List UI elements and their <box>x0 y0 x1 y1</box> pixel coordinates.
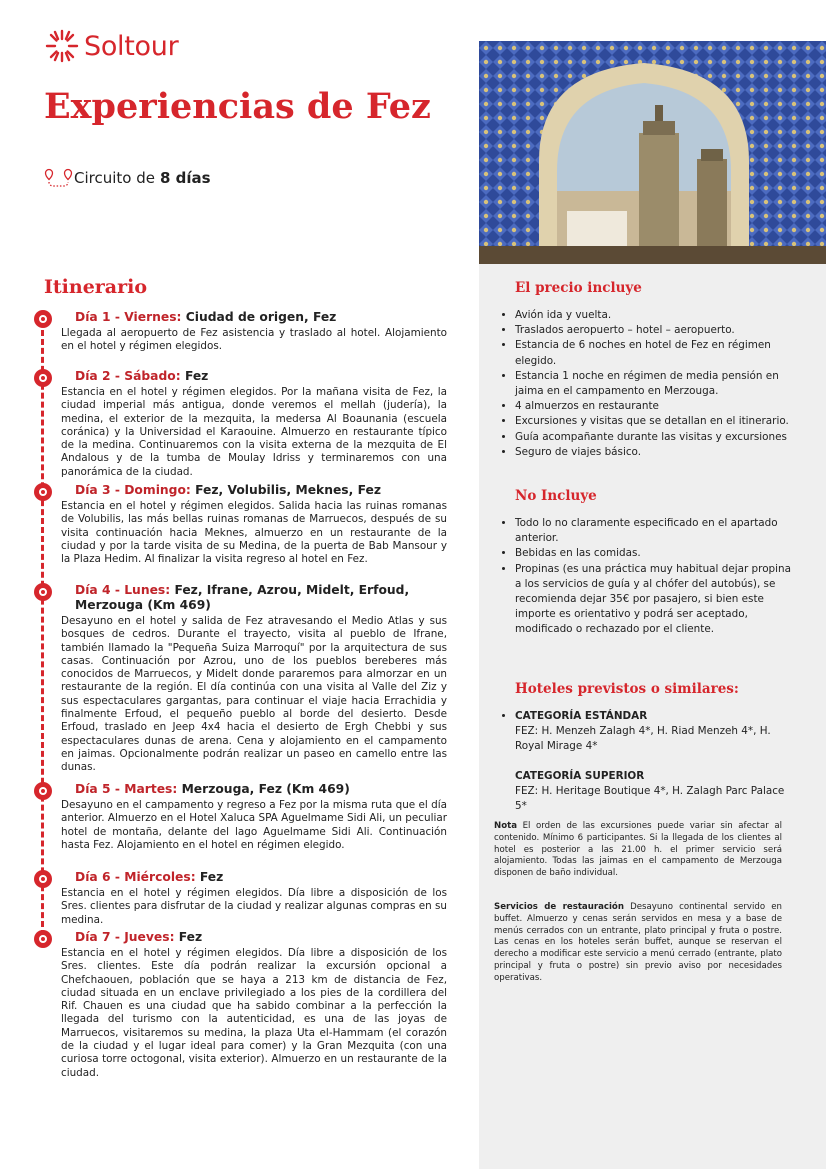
hotel-category-name: • CATEGORÍA ESTÁNDAR <box>515 710 648 722</box>
services-paragraph: Servicios de restauración Desayuno continental servido en buffet. Almuerzo y cenas serán servidos en mesa y a base de menús cerrados con un entrante, plato principal y fruta o postre. Las cenas en los hoteles serán buffet, aunque se reservan el derecho a modificar este servicio a menú cerrado (entrante, plato principal y fruta o postre) sin previo aviso por necesidades operativas. <box>494 902 782 983</box>
day-description: Desayuno en el hotel y salida de Fez atravesando el Medio Atlas y sus bosques de cedros. Durante el trayecto, visita al pueblo de Ifrane, también llamado la "Pequeña Suiza Marroquí" por la arquitectura de sus casas. Continuación por Azrou, uno de los pueblos bereberes más conocidos de Marruecos, y Midelt donde pararemos para almorzar en un restaurante de la región. El día continúa con una visita al Valle del Ziz y sus espectaculares gargantas, para continuar el viaje hacia Errachidia y finalmente Erfoud, el pequeño pueblo al borde del desierto. Desde Erfoud, traslado en Jeep 4x4 hacia el desierto de Ergh Chebbi y sus espectaculares dunas de arena. Cena y alojamiento en el campamento en jaimas. Opcionalmente podrán realizar un paseo en camello entre las dunas. <box>61 615 447 774</box>
brand-name: Soltour <box>84 30 179 62</box>
itinerary-heading: Itinerario <box>44 276 148 298</box>
day-title: Día 6 - Miércoles: Fez <box>75 870 224 884</box>
day-title: Día 7 - Jueves: Fez <box>75 930 203 944</box>
fez-gate-photo <box>479 41 826 264</box>
day-title: Día 3 - Domingo: Fez, Volubilis, Meknes, Fez <box>75 483 381 497</box>
list-item: • Propinas (es una práctica muy habitual dejar propina a los servicios de guía y al chófer del autobús), se recomienda dejar 35€ por pasajero, si bien este importe es orientativo y podrá ser aceptado, modificado o rechazado por el cliente. <box>515 562 797 638</box>
day-description: Desayuno en el campamento y regreso a Fez por la misma ruta que el día anterior. Almuerzo en el Hotel Xaluca SPA Aguelmame Sidi Ali, un peculiar hotel de montaña, delante del lago Aguelmame Sidi Ali. Continuación hasta Fez. Alojamiento en el hotel en régimen elegido. <box>61 799 447 851</box>
itinerary-day <box>34 583 447 775</box>
itinerary-day <box>34 483 447 566</box>
hotels-list <box>499 709 797 814</box>
list-item: • Estancia de 6 noches en hotel de Fez en régimen elegido. <box>515 338 797 368</box>
day-title: Día 1 - Viernes: Ciudad de origen, Fez <box>75 310 337 324</box>
hotels-heading: Hoteles previstos o similares: <box>515 681 739 697</box>
location-marker-icon <box>34 369 52 387</box>
day-description: Estancia en el hotel y régimen elegidos. Día libre a disposición de los Sres. clientes. Este día podrán realizar la excursión opcional a Chefchaouen, población que se haya a 213 km de distancia de Fez, ciudad situada en un enclave privilegiado a los pies de la cordillera del Rif. Chauen es una ciudad que ha sabido combinar a la perfección la llegada del turismo con la autenticidad, es una de las joyas de Marruecos, visitaremos su medina, la plaza Uta el-Hammam (el corazón de la ciudad y el lugar ideal para comer) y la Gran Mezquita (con una curiosa torre octogonal, visita exterior). Almuerzo en un restaurante de la ciudad. <box>61 947 447 1079</box>
day-description: Estancia en el hotel y régimen elegidos. Salida hacia las ruinas romanas de Volubilis, las más bellas ruinas romanas de Marruecos, después de su visita continuación hacia Meknes, almuerzo en un restaurante de la ciudad y por la tarde visita de su Medina, de la puerta de Bab Mansour y la Plaza Hedim. Al finalizar la visita regreso al hotel en Fez. <box>61 500 447 566</box>
hotel-category-name: CATEGORÍA SUPERIOR <box>515 769 645 782</box>
page-title: Experiencias de Fez <box>44 86 431 127</box>
location-marker-icon <box>34 310 52 328</box>
note-paragraph: Nota El orden de las excursiones puede variar sin afectar al contenido. Mínimo 6 participantes. Si la llegada de los clientes al hotel es posterior a las 21.00 h. el primer servicio será alojamiento. Todas las jaimas en el campamento de Merzouga disponen de baño individual. <box>494 821 782 879</box>
includes-heading: El precio incluye <box>515 280 642 296</box>
list-item: • Todo lo no claramente especificado en el apartado anterior. <box>515 516 797 546</box>
soltour-logo[interactable] <box>44 28 178 64</box>
route-pin-icon <box>44 168 74 188</box>
not-included-list <box>499 516 797 638</box>
location-marker-icon <box>34 870 52 888</box>
list-item: • Estancia 1 noche en régimen de media pensión en jaima en el campamento en Merzouga. <box>515 369 797 399</box>
circuit-duration <box>44 168 211 188</box>
itinerary-day <box>34 930 447 1080</box>
circuit-days: 8 días <box>159 169 211 187</box>
location-marker-icon <box>34 483 52 501</box>
itinerary-day <box>34 310 447 354</box>
day-title: Día 2 - Sábado: Fez <box>75 369 209 383</box>
location-marker-icon <box>34 930 52 948</box>
list-item: • Traslados aeropuerto – hotel – aeropuerto. <box>515 323 797 338</box>
hotel-category-hotels: FEZ: H. Menzeh Zalagh 4*, H. Riad Menzeh 4*, H. Royal Mirage 4* <box>515 725 771 753</box>
list-item: • Avión ida y vuelta. <box>515 308 797 323</box>
hotel-category <box>515 709 797 755</box>
circuit-prefix: Circuito de <box>74 169 155 187</box>
list-item: • 4 almuerzos en restaurante <box>515 399 797 414</box>
not-included-heading: No Incluye <box>515 488 597 504</box>
sun-icon <box>44 28 80 64</box>
hotel-category-hotels: FEZ: H. Heritage Boutique 4*, H. Zalagh Parc Palace 5* <box>515 784 785 813</box>
day-title: Día 4 - Lunes: Fez, Ifrane, Azrou, Midelt, Erfoud, Merzouga (Km 469) <box>75 583 410 612</box>
location-marker-icon <box>34 583 52 601</box>
itinerary-day <box>34 782 447 852</box>
day-description: Estancia en el hotel y régimen elegidos. Por la mañana visita de Fez, la ciudad imperial más antigua, donde veremos el mellah (judería), la medina, el exterior de la mezquita, la medersa Al Boaunania (escuela coránica) y la Universidad el Karaouine. Almuerzo en restaurante típico de la medina. Continuaremos con la visita externa de la mezquita de El Andalous y de la tumba de Moulay Idriss y terminaremos con una panorámica de la ciudad. <box>61 386 447 478</box>
includes-list <box>499 308 797 460</box>
day-description: Estancia en el hotel y régimen elegidos. Día libre a disposición de los Sres. clientes para disfrutar de la ciudad y realizar algunas compras en su medina. <box>61 887 447 926</box>
itinerary-day <box>34 870 447 927</box>
hotel-category <box>515 769 797 815</box>
list-item: • Guía acompañante durante las visitas y excursiones <box>515 430 797 445</box>
list-item: • Seguro de viajes básico. <box>515 445 797 460</box>
itinerary-day <box>34 369 447 479</box>
day-description: Llegada al aeropuerto de Fez asistencia y traslado al hotel. Alojamiento en el hotel y régimen elegidos. <box>61 327 447 353</box>
day-title: Día 5 - Martes: Merzouga, Fez (Km 469) <box>75 782 350 796</box>
list-item: • Bebidas en las comidas. <box>515 546 797 561</box>
location-marker-icon <box>34 782 52 800</box>
list-item: • Excursiones y visitas que se detallan en el itinerario. <box>515 414 797 429</box>
